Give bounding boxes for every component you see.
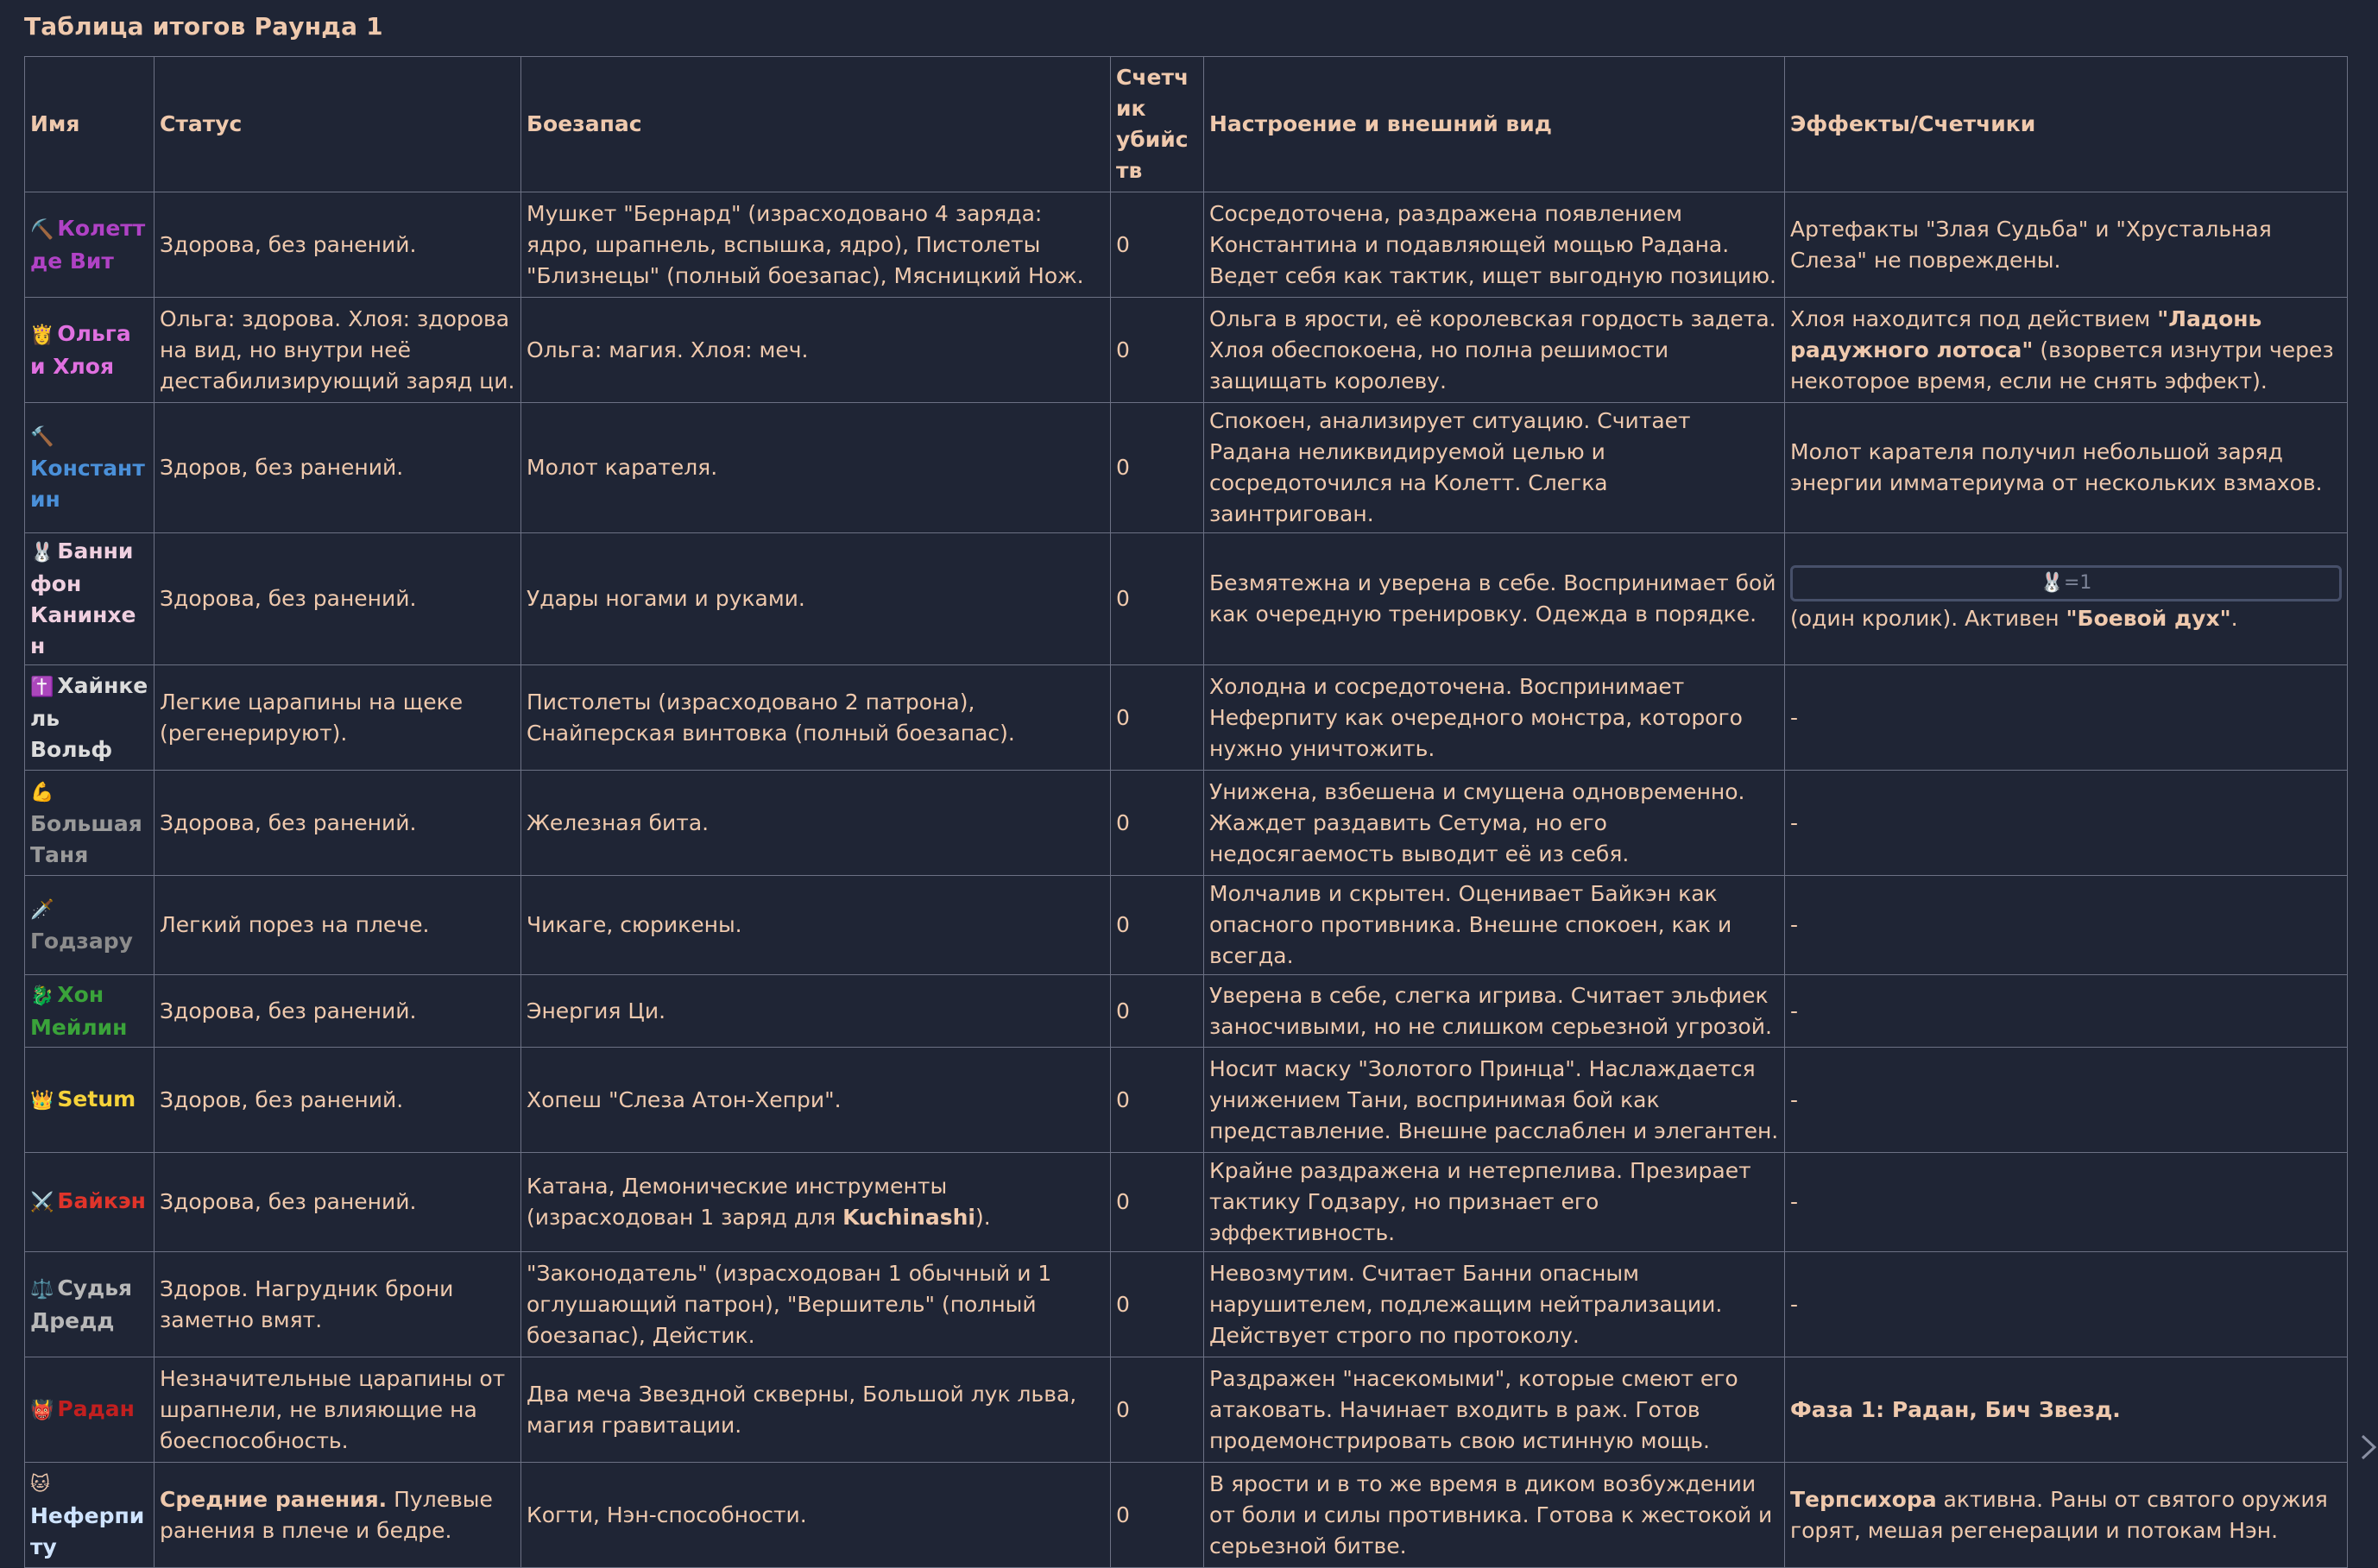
- chevron-right-icon[interactable]: [2359, 1433, 2378, 1470]
- status-cell: Легкие царапины на щеке (регенерируют).: [155, 665, 521, 771]
- effects-cell: Артефакты "Злая Судьба" и "Хрустальная Слеза" не повреждены.: [1785, 192, 2348, 298]
- ammo-cell: Удары ногами и руками.: [521, 533, 1111, 665]
- character-name: Колетт де Вит: [30, 215, 146, 274]
- status-cell: Здоров. Нагрудник брони заметно вмят.: [155, 1252, 521, 1357]
- ammo-cell: Когти, Нэн-способности.: [521, 1463, 1111, 1568]
- effects-emphasis: Терпсихора: [1790, 1486, 1937, 1512]
- effects-cell: -: [1785, 876, 2348, 975]
- princess-icon: 👸: [30, 324, 54, 346]
- ammo-text: ).: [975, 1205, 991, 1230]
- name-cell: [25, 1048, 155, 1153]
- header-row: [25, 57, 2348, 192]
- table-row: [25, 876, 2348, 975]
- effects-cell: -: [1785, 975, 2348, 1048]
- scales-icon: ⚖️: [30, 1278, 54, 1300]
- table-row: [25, 771, 2348, 876]
- status-cell: Ольга: здорова. Хлоя: здорова на вид, но внутри неё дестабилизирующий заряд ци.: [155, 298, 521, 403]
- effects-emphasis: "Ладонь радужного лотоса": [1790, 305, 2262, 362]
- status-cell: Здорова, без ранений.: [155, 1153, 521, 1252]
- ammo-cell: Мушкет "Бернард" (израсходовано 4 заряда: ядро, шрапнель, вспышка, ядро), Пистолеты "Близнецы" (полный боезапас), Мясницкий Нож.: [521, 192, 1111, 298]
- mood-cell: Спокоен, анализирует ситуацию. Считает Радана неликвидируемой целью и сосредоточился на Колетт. Слегка заинтригован.: [1204, 403, 1785, 533]
- mood-cell: Носит маску "Золотого Принца". Наслаждается унижением Тани, воспринимая бой как представление. Внешне расслаблен и элегантен.: [1204, 1048, 1785, 1153]
- kills-cell: 0: [1111, 771, 1204, 876]
- page-title: Таблица итогов Раунда 1: [24, 12, 383, 41]
- character-name: Годзару: [30, 929, 133, 954]
- name-cell: [25, 1463, 155, 1568]
- table-row: [25, 665, 2348, 771]
- ammo-emphasis: Kuchinashi: [842, 1205, 975, 1230]
- effects-text: Хлоя находится под действием: [1790, 305, 2158, 331]
- mood-cell: Крайне раздражена и нетерпелива. Презирает тактику Годзару, но признает его эффективность.: [1204, 1153, 1785, 1252]
- effects-cell: [1785, 1463, 2348, 1568]
- status-cell: Здорова, без ранений.: [155, 533, 521, 665]
- effects-text: активна. Раны от святого оружия горят, мешая регенерации и потокам Нэн.: [1790, 1486, 2328, 1543]
- ammo-cell: [521, 1153, 1111, 1252]
- effects-cell: [1785, 298, 2348, 403]
- name-cell: [25, 533, 155, 665]
- chevron-right-icon-svg: [2359, 1433, 2378, 1462]
- mood-cell: Унижена, взбешена и смущена одновременно. Жаждет раздавить Сетума, но его недосягаемость выводит её из себя.: [1204, 771, 1785, 876]
- kills-cell: 0: [1111, 1357, 1204, 1463]
- kills-cell: 0: [1111, 665, 1204, 771]
- effects-cell: -: [1785, 1048, 2348, 1153]
- header-name: Имя: [25, 57, 155, 192]
- ammo-cell: Железная бита.: [521, 771, 1111, 876]
- table-row: [25, 975, 2348, 1048]
- status-cell: Незначительные царапины от шрапнели, не влияющие на боеспособность.: [155, 1357, 521, 1463]
- name-cell: [25, 876, 155, 975]
- status-text: Пулевые ранения в плече и бедре.: [160, 1486, 493, 1543]
- cat-icon: 🐱: [30, 1473, 50, 1496]
- results-table: [24, 56, 2348, 1568]
- rabbit-icon: 🐰: [2040, 572, 2064, 594]
- character-name: Судья Дредд: [30, 1275, 133, 1333]
- ammo-text: Катана, Демонические инструменты (израсходован 1 заряд для: [527, 1174, 948, 1230]
- name-cell: [25, 192, 155, 298]
- name-cell: [25, 1357, 155, 1463]
- header-ammo: Боезапас: [521, 57, 1111, 192]
- character-name: Неферпиту: [30, 1502, 145, 1559]
- character-name: Константин: [30, 456, 145, 512]
- kills-cell: 0: [1111, 1252, 1204, 1357]
- dagger-icon: 🗡️: [30, 899, 54, 921]
- table-row: [25, 1048, 2348, 1153]
- character-name: Setum: [57, 1086, 136, 1111]
- effects-text: (взорвется изнутри через некоторое время, если не снять эффект).: [1790, 337, 2334, 394]
- ammo-cell: Молот карателя.: [521, 403, 1111, 533]
- status-cell: Здоров, без ранений.: [155, 1048, 521, 1153]
- effects-text: .: [2230, 606, 2238, 631]
- effects-cell: -: [1785, 771, 2348, 876]
- kills-cell: 0: [1111, 192, 1204, 298]
- kills-cell: 0: [1111, 876, 1204, 975]
- effects-cell: Фаза 1: Радан, Бич Звезд.: [1785, 1357, 2348, 1463]
- table-row: [25, 403, 2348, 533]
- table-row: [25, 1463, 2348, 1568]
- ogre-icon: 👹: [30, 1399, 54, 1421]
- status-cell: Легкий порез на плече.: [155, 876, 521, 975]
- table-row: [25, 533, 2348, 665]
- mood-cell: В ярости и в то же время в диком возбуждении от боли и силы противника. Готова к жестокой и серьезной битве.: [1204, 1463, 1785, 1568]
- status-cell: [155, 1463, 521, 1568]
- kills-cell: 0: [1111, 1463, 1204, 1568]
- dragon-icon: 🐉: [30, 985, 54, 1007]
- character-name: Байкэн: [57, 1188, 146, 1213]
- status-emphasis: Средние ранения.: [160, 1486, 388, 1512]
- table-row: [25, 298, 2348, 403]
- name-cell: [25, 771, 155, 876]
- mood-cell: Ольга в ярости, её королевская гордость задета. Хлоя обеспокоена, но полна решимости защищать королеву.: [1204, 298, 1785, 403]
- status-cell: Здорова, без ранений.: [155, 975, 521, 1048]
- character-name: Банни фон Канинхен: [30, 538, 136, 658]
- crown-icon: 👑: [30, 1089, 54, 1111]
- kills-cell: 0: [1111, 298, 1204, 403]
- mood-cell: Молчалив и скрытен. Оценивает Байкэн как опасного противника. Внешне спокоен, как и всегда.: [1204, 876, 1785, 975]
- ammo-cell: Хопеш "Слеза Атон-Хепри".: [521, 1048, 1111, 1153]
- name-cell: [25, 403, 155, 533]
- table-row: [25, 1357, 2348, 1463]
- effects-cell: [1785, 533, 2348, 665]
- pick-icon: ⛏️: [30, 218, 54, 241]
- table-row: [25, 1153, 2348, 1252]
- effects-cell: -: [1785, 1252, 2348, 1357]
- name-cell: [25, 298, 155, 403]
- crossed-swords-icon: ⚔️: [30, 1192, 54, 1213]
- effects-cell: Молот карателя получил небольшой заряд энергии имматериума от нескольких взмахов.: [1785, 403, 2348, 533]
- status-cell: Здоров, без ранений.: [155, 403, 521, 533]
- mood-cell: Сосредоточена, раздражена появлением Константина и подавляющей мощью Радана. Ведет себя как тактик, ищет выгодную позицию.: [1204, 192, 1785, 298]
- rabbit-counter[interactable]: [1790, 565, 2342, 601]
- mood-cell: Холодна и сосредоточена. Воспринимает Неферпиту как очередного монстра, которого нужно уничтожить.: [1204, 665, 1785, 771]
- header-status: Статус: [155, 57, 521, 192]
- effects-text: (один кролик). Активен: [1790, 606, 2066, 631]
- ammo-cell: "Законодатель" (израсходован 1 обычный и 1 оглушающий патрон), "Вершитель" (полный боезапас), Дейстик.: [521, 1252, 1111, 1357]
- ammo-cell: Пистолеты (израсходовано 2 патрона), Снайперская винтовка (полный боезапас).: [521, 665, 1111, 771]
- table-row: [25, 1252, 2348, 1357]
- flexed-biceps-icon: 💪: [30, 781, 54, 803]
- status-cell: Здорова, без ранений.: [155, 192, 521, 298]
- character-name: Хон Мейлин: [30, 981, 128, 1040]
- counter-value: =1: [2063, 572, 2092, 594]
- mood-cell: Безмятежна и уверена в себе. Воспринимает бой как очередную тренировку. Одежда в порядке.: [1204, 533, 1785, 665]
- kills-cell: 0: [1111, 975, 1204, 1048]
- effects-cell: -: [1785, 665, 2348, 771]
- header-mood: Настроение и внешний вид: [1204, 57, 1785, 192]
- mood-cell: Невозмутим. Считает Банни опасным нарушителем, подлежащим нейтрализации. Действует строго по протоколу.: [1204, 1252, 1785, 1357]
- ammo-cell: Энергия Ци.: [521, 975, 1111, 1048]
- name-cell: [25, 1252, 155, 1357]
- kills-cell: 0: [1111, 1153, 1204, 1252]
- header-kills: Счетчик убийств: [1111, 57, 1204, 192]
- ammo-cell: Чикаге, сюрикены.: [521, 876, 1111, 975]
- character-name: Радан: [57, 1395, 135, 1421]
- kills-cell: 0: [1111, 403, 1204, 533]
- name-cell: [25, 975, 155, 1048]
- table-row: [25, 192, 2348, 298]
- ammo-cell: Два меча Звездной скверны, Большой лук льва, магия гравитации.: [521, 1357, 1111, 1463]
- ammo-cell: Ольга: магия. Хлоя: меч.: [521, 298, 1111, 403]
- kills-cell: 0: [1111, 533, 1204, 665]
- character-name: Хайнкель Вольф: [30, 672, 148, 762]
- name-cell: [25, 665, 155, 771]
- status-cell: Здорова, без ранений.: [155, 771, 521, 876]
- character-name: Большая Таня: [30, 810, 142, 867]
- mood-cell: Раздражен "насекомыми", которые смеют его атаковать. Начинает входить в раж. Готов продемонстрировать свою истинную мощь.: [1204, 1357, 1785, 1463]
- cross-icon: ✝️: [30, 676, 54, 698]
- character-name: Ольга и Хлоя: [30, 320, 131, 379]
- effects-cell: -: [1785, 1153, 2348, 1252]
- mood-cell: Уверена в себе, слегка игрива. Считает эльфиек заносчивыми, но не слишком серьезной угрозой.: [1204, 975, 1785, 1048]
- name-cell: [25, 1153, 155, 1252]
- hammer-icon: 🔨: [30, 426, 54, 448]
- effects-emphasis: "Боевой дух": [2066, 606, 2231, 631]
- header-effects: Эффекты/Счетчики: [1785, 57, 2348, 192]
- rabbit-icon: 🐰: [30, 542, 54, 564]
- kills-cell: 0: [1111, 1048, 1204, 1153]
